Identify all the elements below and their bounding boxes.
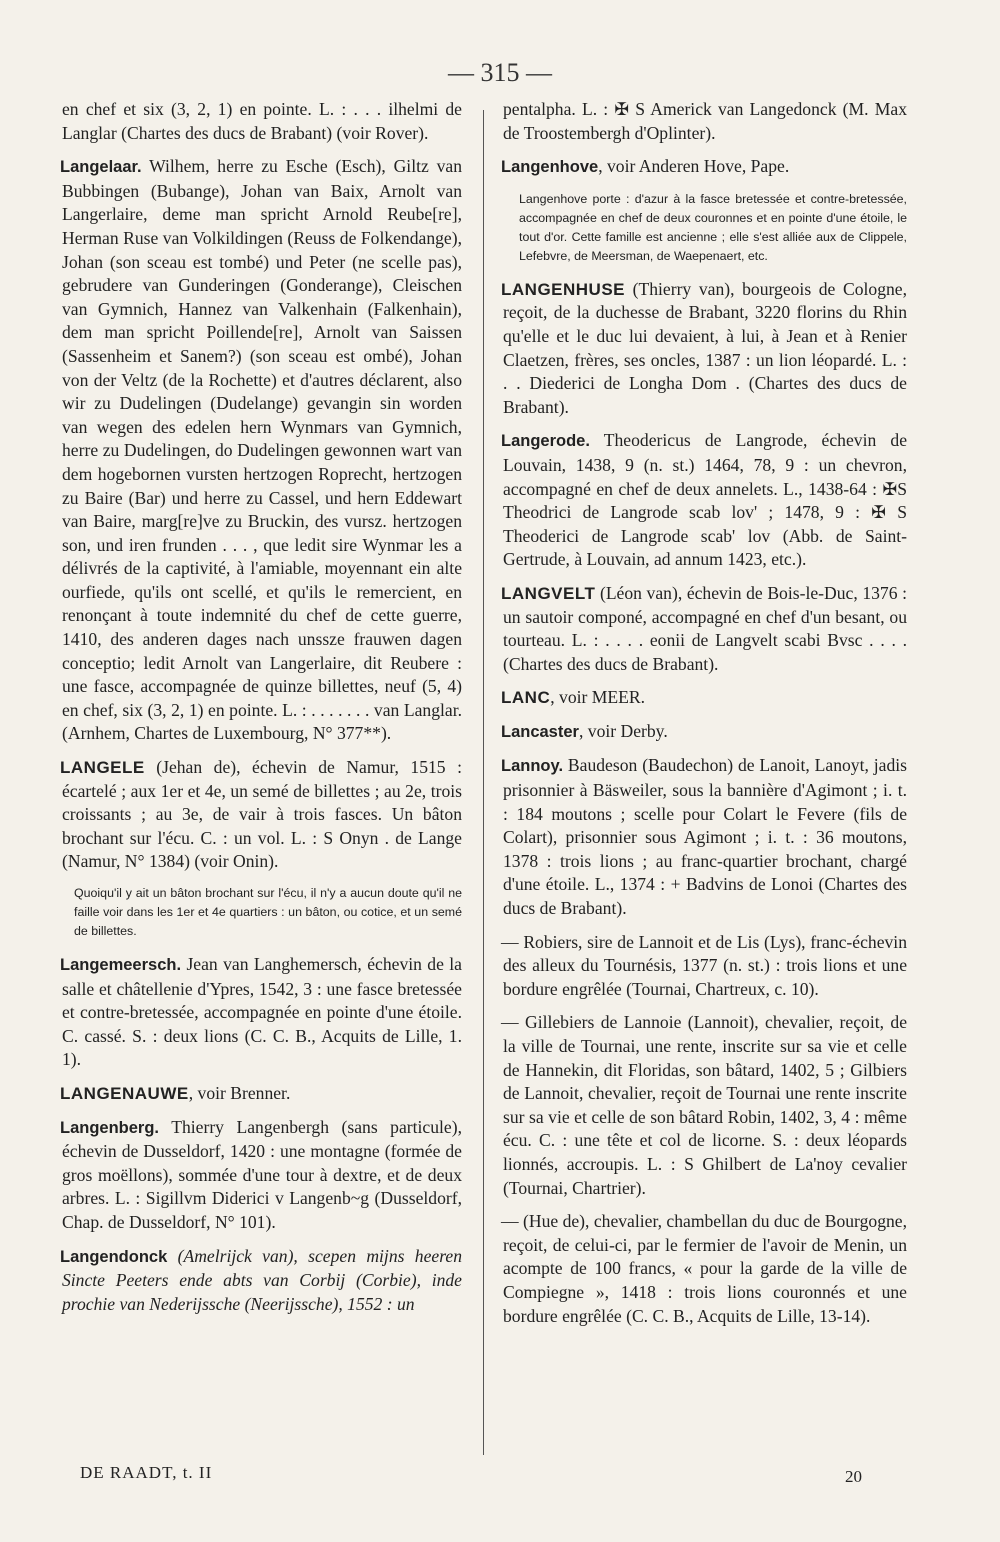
entry-head: Langenberg. — [60, 1118, 160, 1137]
entry-text: Baudeson (Baudechon) de Lanoit, Lanoyt, jadis prisonnier à Bäsweiler, sous la bannière d'Agimont ; i. t. : 184 moutons ; scelle pour Colart le Fevere (fils de Colart), prisonnier sous Agimont ; i. t. : 36 moutons, 1378 : trois lions ; au franc-quartier brochant, chargé d'une étoile. L., 1374 : + Badvins de Lonoi (Chartes des ducs de Brabant). — [503, 755, 907, 919]
entry-note: Langenhove porte : d'azur à la fasce bretessée et contre-bretessée, accompagnée en chef de deux couronnes et en pointe d'une étoile, le tout d'or. Cette famille est ancienne ; elle s'est alliée aux de Clippele, Lefebvre, de Meersman, de Waepenaert, etc. — [519, 191, 907, 263]
entry-text: Jean van Langhemersch, échevin de la salle et châtellenie d'Ypres, 1542, 3 : une fasce bretessée et contre-bretessée, accompagnée en pointe d'une étoile. C. cassé. S. : deux lions (C. C. B., Acquits de Lille, 1. 1). — [62, 954, 462, 1070]
entry-langendonck — [62, 1245, 462, 1317]
page-number: — 315 — — [448, 58, 552, 87]
right-column — [503, 98, 907, 1338]
entry-head: Langendonck — [60, 1247, 168, 1266]
left-column — [62, 98, 462, 1326]
entry-lanc — [503, 686, 907, 710]
entry-head: LANGENHUSE — [501, 279, 626, 299]
entry-head: LANGENAUWE — [60, 1083, 189, 1103]
entry-head: Lancaster — [501, 722, 579, 741]
entry-text: (Thierry van), bourgeois de Cologne, reçoit, de la duchesse de Brabant, 3220 florins du Rhin qu'elle et le duc lui devaient, à lui, à Jean et à Renier Claetzen, frères, ses oncles, 1387 : un lion léopardé. L. : . . Diederici de Longha Dom . (Chartes des ducs de Brabant). — [503, 278, 907, 417]
entry-note: Quoiqu'il y ait un bâton brochant sur l'écu, il n'y a aucun doute qu'il ne faille voir dans les 1er et 4e quartiers : un bâton, ou cotice, et un semé de billettes. — [74, 886, 462, 938]
entry-langenhove — [503, 155, 907, 180]
entry-lannoy-robiers: — Robiers, sire de Lannoit et de Lis (Lys), franc-échevin des alleux du Tournésis, 1377 (n. st.) : trois lions et une bordure engrêlée (Tournai, Chartreux, c. 10). — [501, 931, 907, 999]
entry-head: LANGELE — [60, 758, 145, 778]
entry-langenauwe — [62, 1082, 462, 1106]
entry-text: , voir Brenner. — [188, 1082, 291, 1103]
entry-head: Langenhove — [501, 158, 599, 177]
entry-text: (Léon van), échevin de Bois-le-Duc, 1376 : un sautoir componé, accompagné en chef d'un besant, ou tourteau. L. : . . . . eonii de Langvelt scabi Bvsc . . . . (Chartes des ducs de Brabant). — [503, 582, 907, 674]
entry-text: (Jehan de), échevin de Namur, 1515 : écartelé ; aux 1er et 4e, un semé de billettes ; au 2e, trois croissants ; au 3e, de vair à trois fasces. Un bâton brochant sur l'écu. C. : un vol. L. : S Onyn . de Lange (Namur, N° 1384) (voir Onin). — [62, 757, 462, 872]
entry-head: Langelaar. — [60, 158, 142, 177]
entry-langenhuse — [503, 278, 907, 420]
entry-lancaster — [503, 720, 907, 745]
entry-langele — [62, 756, 462, 874]
entry-lannoy — [503, 754, 907, 920]
entry-head: LANGVELT — [501, 583, 596, 603]
entry-langemeersch — [62, 953, 462, 1072]
entry-continuation: en chef et six (3, 2, 1) en pointe. L. : . . . ilhelmi de Langlar (Chartes des ducs de Brabant) (voir Rover). — [62, 99, 462, 143]
entry-langvelt — [503, 582, 907, 676]
entry-text: Theodericus de Langrode, échevin de Louvain, 1438, 9 (n. st.) 1464, 78, 9 : un chevron, accompagné en chef de deux annelets. L., 1438-64 : ✠S Theodrici de Langrode scab lov' ; 1478, 9 : ✠ S Theoderici de Langrode scab' lov (Abb. de Saint-Gertrude, à Louvain, ad annum 1423, etc.). — [503, 430, 907, 570]
entry-text: Wilhem, herre zu Esche (Esch), Giltz van Bubbingen (Bubange), Johan van Baix, Arnolt van Langerlaire, deme man spricht Arnold Reube[re], Herman Ruse van Volkildingen (Reuss de Folkendange), Johan (son sceau est tombé) und Peter (ne scelle pas), gebrudere van Gunderingen (Gonderange), Cleischen van Gymnich, Hannez van Valkenhain (Falkenhain), dem man spricht Poillende[re], Arnolt van Saissen (Sassenheim et Sanem?) (son sceau est ombé), Johan von der Veltz (de la Rochette) et d'autres déclarent, also wir zu Dudelingen (Dudelange) gevangin sin worden van wegen des edelen hern Wynmars van Gymnich, herre zu Dudelingen, do Dudelingen gewonnen wart van dem hogebornen vursten hertzogen Roprecht, hertzogen zu Baire (Bar) und herre zu Cassel, und hern Eddewart van Baire, marg[re]ve zu Bruckin, des vursz. hertzogen son, und iren frunden . . . , que ledit sire Wynmar les a délivrés de la captivité, à l'amiable, moyennant ein alte ourfiede, qu'ils ont scellé, et qu'ils le remercient, en renonçant à toute indemnité du chef de cette guerre, 1410, des anderen dages nach unssze frauwen dagen conceptio; ledit Arnolt van Langerlaire, dit Reubere : une fasce, accompagnée de quinze billettes, neuf (5, 4) en chef, six (3, 2, 1) en pointe. L. : . . . . . . . van Langlar. (Arnhem, Chartes de Luxembourg, N° 377**). — [62, 156, 462, 744]
entry-lannoy-gillebiers: — Gillebiers de Lannoie (Lannoit), chevalier, reçoit, de la ville de Tournai, une rente, inscrite sur sa vie et celle de Hannekin, dit Floridas, son bâtard, 1402, 5 ; Gilbiers de Lannoit, chevalier, reçoit de Tournai une rente inscrite sur sa vie et celle de son bâtard Robin, 1402, 3, 4 : même écu. C. : une tête et col de licorne. S. : deux léopards lionnés, accroupis. L. : S Ghilbert de La'noy cevalier (Tournai, Chartrier). — [501, 1012, 907, 1198]
entry-lannoy-hue: — (Hue de), chevalier, chambellan du duc de Bourgogne, reçoit, de celui-ci, par le fermier de l'avoir de Menin, un acompte de 100 francs, « pour la garde de la ville de Compiegne », 1418 : trois lions couronnés et une bordure engrêlée (C. C. B., Acquits de Lille, 13-14). — [501, 1211, 907, 1326]
footer-sheet-number: 20 — [845, 1467, 862, 1486]
footer-signature: DE RAADT, t. II — [80, 1463, 213, 1482]
entry-text: , voir Anderen Hove, Pape. — [598, 156, 790, 177]
entry-text: , voir MEER. — [550, 687, 646, 708]
entry-head: Langerode. — [501, 432, 590, 451]
entry-head: Langemeersch. — [60, 956, 182, 974]
entry-langenberg — [62, 1116, 462, 1235]
entry-langerode — [503, 429, 907, 572]
entry-text: (Amelrijck van), scepen mijns heeren Sincte Peeters ende abts van Corbij (Corbie), inde prochie van Nederijssche (Neerijssche), 1552 : un — [62, 1245, 462, 1314]
entry-text: , voir Derby. — [578, 720, 668, 741]
entry-head: Lannoy. — [501, 757, 564, 776]
entry-continuation: pentalpha. L. : ✠ S Americk van Langedonck (M. Max de Troostembergh d'Oplinter). — [503, 99, 907, 143]
entry-head: LANC — [501, 688, 551, 708]
entry-langelaar — [62, 155, 462, 746]
entry-text: Thierry Langenbergh (sans particule), échevin de Dusseldorf, 1420 : une montagne (formée de gros moëllons), sommée d'une tour à dextre, et de deux arbres. L. : Sigillvm Diderici v Langenb~g (Dusseldorf, Chap. de Dusseldorf, N° 101). — [62, 1116, 462, 1232]
column-divider — [483, 110, 484, 1455]
